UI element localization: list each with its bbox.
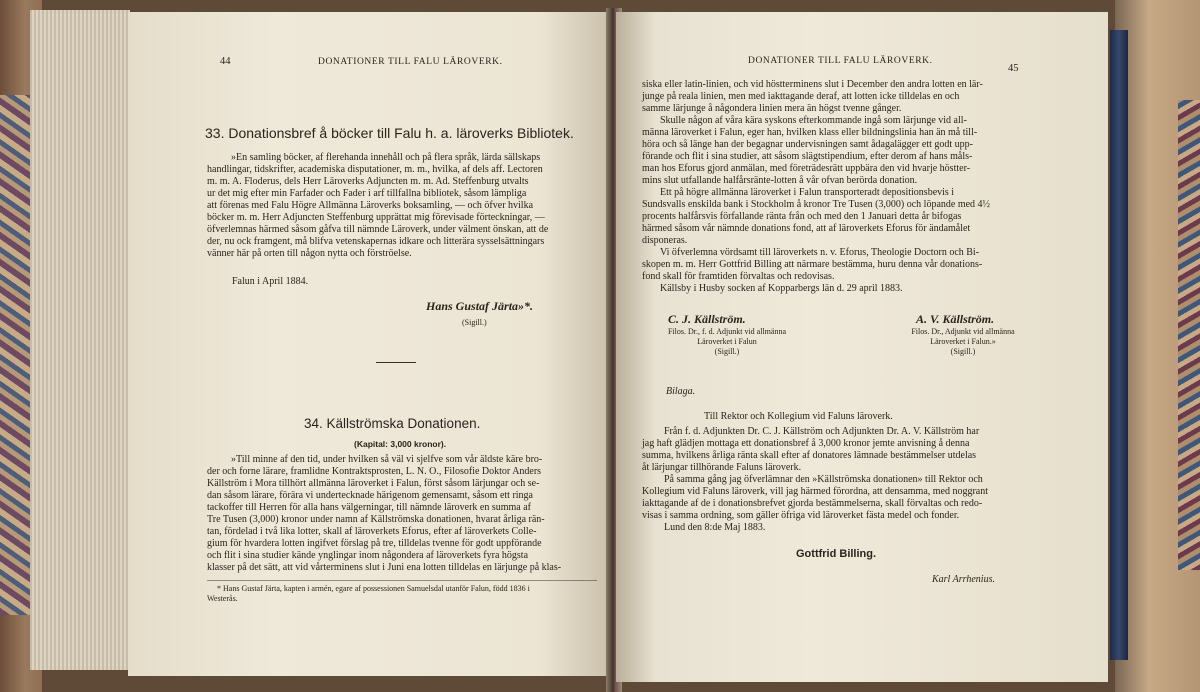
text-line: dan såsom lärare, förära vi undertecknade härigenom gemensamt, såsom ett ringa — [207, 490, 533, 501]
text-line: samme lärjunge å någondera linien mera än högst tvenne gånger. — [642, 103, 902, 114]
text-line: Vi öfverlemna vördsamt till läroverkets n. v. Eforus, Theologie Doctorn och Bi- — [660, 247, 980, 258]
text-line: m. m. A. Floderus, dels Herr Läroverks Adjuncten m. m. Ad. Steffenburg utvalts — [207, 176, 529, 187]
text-line: summa, hvilkens årliga ränta skall efter af donatores lämnade bestämmelser utdelas — [642, 450, 977, 461]
signer-1-title — [652, 327, 802, 357]
title-line: Filos. Dr., f. d. Adjunkt vid allmänna — [668, 327, 786, 336]
section-34-capital: (Kapital: 3,000 kronor). — [354, 439, 447, 449]
text-line: man hos Eforus gjord anmälan, med företrädesrätt uppbära den vid hvarje höstter- — [642, 163, 971, 174]
marbled-edge-right — [1178, 100, 1200, 570]
seal-note: (Sigill.) — [950, 347, 976, 356]
text-line: ur det mig efter min Farfader och Fader i arf tillfallna bibliotek, såsom lämpliga — [207, 188, 527, 199]
text-line: Källström i Mora tillhört allmänna läroverket i Falun, först såsom lärjungar och se- — [207, 478, 540, 489]
title-line: Filos. Dr., Adjunkt vid allmänna — [911, 327, 1015, 336]
text-line: härmed såsom vår nämnde donations fond, att af läroverkets Eforus för ändamålet — [642, 223, 971, 234]
signer-2-name: A. V. Källström. — [916, 312, 995, 326]
text-line: fond skall för framtiden förvaltas och redovisas. — [642, 271, 835, 282]
section-34-paragraph — [207, 454, 597, 574]
left-page — [128, 12, 612, 676]
signer-1-name: C. J. Källström. — [668, 312, 746, 326]
countersignature: Karl Arrhenius. — [932, 574, 995, 585]
title-line: Läroverket i Falun — [697, 337, 757, 346]
text-line: der och forne lärare, framlidne Kontraktsprosten, L. N. O., Filosofie Doktor Anders — [207, 466, 542, 477]
text-line: handlingar, tidskrifter, academiska disputationer, m. m., hvilka, af dels aff. Lectoren — [207, 164, 543, 175]
text-line: höra och så länge han der begagnar undervisningen samt ådagalägger ett godt upp- — [642, 139, 973, 150]
text-line: öfverlemnas härmed såsom gåfva till nämnde Läroverk, under välment önskan, att de — [207, 224, 549, 235]
seal-note: (Sigill.) — [714, 347, 740, 356]
text-line: böcker m. m. Herr Adjuncten Steffenburg upprättat mig förevisade förteckningar, — — [207, 212, 545, 223]
right-page — [616, 12, 1108, 682]
text-line: männa läroverket i Falun, eger han, hvilken klass eller bildningslinia han än må till- — [642, 127, 978, 138]
page-number: 44 — [220, 56, 231, 67]
seal-note: (Sigill.) — [462, 318, 487, 327]
text-line: åt lärjungar tillhörande Faluns läroverk. — [642, 462, 802, 473]
signer-2-title — [888, 327, 1038, 357]
text-line: Tre Tusen (3,000) kronor under namn af Källströmska donationen, hvarat årliga rän- — [207, 514, 545, 525]
text-line: förande och flit i sina studier, att såsom slägtstipendium, efter derom af hans måls- — [642, 151, 973, 162]
text-line: Lund den 8:de Maj 1883. — [664, 522, 766, 533]
cover-band — [1110, 30, 1128, 660]
running-head: DONATIONER TILL FALU LÄROVERK. — [318, 57, 503, 67]
text-line: Källsby i Husby socken af Kopparbergs län d. 29 april 1883. — [660, 283, 903, 294]
text-line: att förenas med Falu Högre Allmänna Läroverks boksamling, — och öfver hvilka — [207, 200, 534, 211]
section-33-paragraph — [207, 152, 597, 260]
section-33-date: Falun i April 1884. — [232, 276, 309, 287]
text-line: procents halfårsvis förfallande ränta från och med den 1 Januari detta år bifogas — [642, 211, 962, 222]
page-stack-edge — [30, 10, 130, 670]
appendix-label: Bilaga. — [666, 386, 696, 397]
text-line: klasser på det sätt, att vid vårterminens slut i Juni ena lotten tilldelas en lärjunge på klas- — [207, 562, 562, 573]
divider — [376, 362, 416, 363]
text-line: gium för hvardera lotten ingifvet förslag på tre, tilldelas tvenne för godt uppförande — [207, 538, 542, 549]
text-line: »Till minne af den tid, under hvilken så väl vi sjelfve som vår äldste käre bro- — [231, 454, 543, 465]
running-head: DONATIONER TILL FALU LÄROVERK. — [748, 56, 933, 66]
text-line: Skulle någon af våra kära syskons efterkommande ingå som lärjunge vid all- — [660, 115, 967, 126]
text-line: »En samling böcker, af flerehanda innehåll och på flera språk, lärda sällskaps — [231, 152, 541, 163]
text-line: vänner här på orten till någon nytta och förströelse. — [207, 248, 412, 259]
text-line: disponeras. — [642, 235, 688, 246]
text-line: Sundsvalls enskilda bank i Stockholm å kronor Tre Tusen (3,000) och löpande med 4½ — [642, 199, 991, 210]
text-line: tan, fördelad i två lika lotter, skall af läroverkets Eforus, efter af läroverkets Colle- — [207, 526, 537, 537]
page-number: 45 — [1008, 63, 1019, 74]
text-line: Kollegium vid Faluns läroverk, vill jag härmed förordna, att densamma, med noggrant — [642, 486, 989, 497]
text-line: jag haft glädjen mottaga ett donationsbref å 3,000 kronor jemte anvisning å denna — [642, 438, 970, 449]
text-line: Ett på högre allmänna läroverket i Falun transporteradt depositionsbevis i — [660, 187, 955, 198]
letter-signature: Gottfrid Billing. — [796, 548, 877, 560]
text-line: mins slut utfallande halfårsränte-lotten å vår ofvan berörda donation. — [642, 175, 918, 186]
text-line: På samma gång jag öfverlämnar den »Källströmska donationen» till Rektor och — [664, 474, 983, 485]
footnote-rule — [207, 580, 597, 581]
section-33-heading: 33. Donationsbref å böcker till Falu h. a. läroverks Bibliotek. — [205, 125, 574, 141]
text-line: der, nu ock framgent, må blifva vetenskapernas idkare och litterära sysselsättningars — [207, 236, 545, 247]
section-34-heading: 34. Källströmska Donationen. — [304, 416, 481, 431]
title-line: Läroverket i Falun.» — [930, 337, 996, 346]
text-line: iakttagande af de i donationsbrefvet gjorda bestämmelserna, skall förvaltas och redo- — [642, 498, 983, 509]
text-line: tackoffer till Herren för alla hans välgerningar, till nämnde läroverk en summa af — [207, 502, 532, 513]
footnote-line: Westerås. — [207, 594, 238, 603]
text-line: visas i samma ordning, som gäller öfriga vid läroverket fästa medel och fonder. — [642, 510, 960, 521]
section-34-continued — [642, 79, 1028, 295]
text-line: junge på reala linien, men med iakttagande deraf, att lotten icke tilldelas en och — [642, 91, 960, 102]
letter-body — [642, 426, 1028, 534]
text-line: skopen m. m. Herr Gottfrid Billing att närmare bestämma, huru denna vår donations- — [642, 259, 983, 270]
text-line: Från f. d. Adjunkten Dr. C. J. Källström och Adjunkten Dr. A. V. Källström har — [664, 426, 980, 437]
section-33-signature: Hans Gustaf Järta»*. — [426, 299, 534, 313]
footnote — [207, 584, 530, 604]
text-line: och flit i sina studier kände ynglingar inom någondera af läroverkets fyra högsta — [207, 550, 529, 561]
letter-address: Till Rektor och Kollegium vid Faluns läroverk. — [704, 411, 893, 422]
text-line: siska eller latin-linien, och vid höstterminens slut i December den andra lotten en lär- — [642, 79, 983, 90]
footnote-line: * Hans Gustaf Järta, kapten i armén, egare af possessionen Samuelsdal utanför Falun, född 1836 i — [217, 584, 530, 593]
